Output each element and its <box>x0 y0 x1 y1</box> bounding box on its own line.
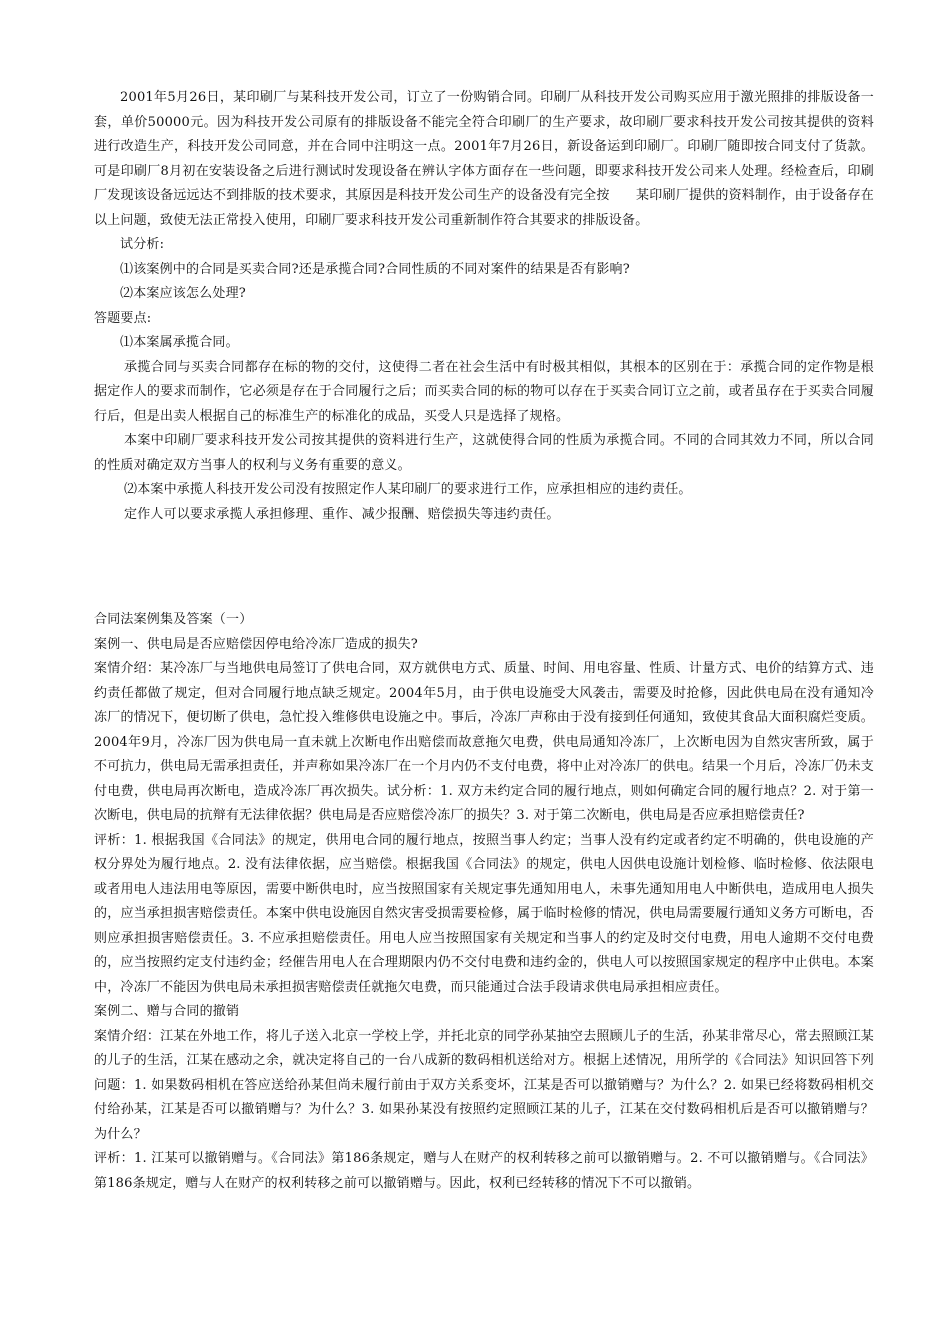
question-2: ⑵本案应该怎么处理? <box>120 286 246 301</box>
answer-1-case: 本案中印刷厂要求科技开发公司按其提供的资料进行生产，这就使得合同的性质为承揽合同。不同的合同其效力不同，所以合同的性质对确定双方当事人的权利与义务有重要的意义。 <box>94 433 874 473</box>
answer-1: ⑴本案属承揽合同。 <box>120 335 239 350</box>
analyze-label: 试分析: <box>120 237 165 252</box>
case-collection-section <box>94 608 874 1196</box>
case-2-title: 案例二、赠与合同的撤销 <box>94 1004 240 1019</box>
case-1-review: 评析：1. 根据我国《合同法》的规定，供用电合同的履行地点，按照当事人约定；当事人没有约定或者约定不明确的，供电设施的产权分界处为履行地点。2. 没有法律依据，应当赔偿。根据我国《合同法》的规定，供电人因供电设施计划检修、临时检修、依法限电或者用电人违法用电等原因，需要中断供电时，应当按照国家有关规定事先通知用电人，未事先通知用电人中断供电，造成用电人损失的，应当承担损害赔偿责任。本案中供电设施因自然灾害受损需要检修，属于临时检修的情况，供电局需要履行通知义务方可断电，否则应承担损害赔偿责任。3. 不应承担赔偿责任。用电人应当按照国家有关规定和当事人的约定及时交付电费，用电人逾期不交付电费的，应当按照约定支付违约金；经催告用电人在合理期限内仍不交付电费和违约金的，供电人可以按照国家规定的程序中止供电。本案中，冷冻厂不能因为供电局未承担损害赔偿责任就拖欠电费，而只能通过合法手段请求供电局承担相应责任。 <box>94 832 874 995</box>
case-2-review: 评析：1. 江某可以撤销赠与。《合同法》第186条规定，赠与人在财产的权利转移之前可以撤销赠与。2. 不可以撤销赠与。《合同法》第186条规定，赠与人在财产的权利转移之前可以撤销赠与。因此，权利已经转移的情况下不可以撤销。 <box>94 1151 874 1191</box>
case-1-title: 案例一、供电局是否应赔偿因停电给冷冻厂造成的损失? <box>94 636 418 652</box>
question-1: ⑴该案例中的合同是买卖合同?还是承揽合同?合同性质的不同对案件的结果是否有影响? <box>120 261 630 277</box>
case-1-intro: 案情介绍：某冷冻厂与当地供电局签订了供电合同，双方就供电方式、质量、时间、用电容量、性质、计量方式、电价的结算方式、违约责任都做了规定，但对合同履行地点缺乏规定。2004年5月，由于供电设施受大风袭击，需要及时抢修，因此供电局在没有通知冷冻厂的情况下，便切断了供电，急忙投入维修供电设施之中。事后，冷冻厂声称由于没有接到任何通知，致使其食品大面积腐烂变质。2004年9月，冷冻厂因为供电局一直未就上次断电作出赔偿而故意拖欠电费，供电局通知冷冻厂，上次断电因为自然灾害所致，属于不可抗力，供电局无需承担责任，并声称如果冷冻厂在一个月内仍不支付电费，将中止对冷冻厂的供电。结果一个月后，冷冻厂仍未支付电费，供电局再次断电，造成冷冻厂再次损失。试分析：1. 双方未约定合同的履行地点，则如何确定合同的履行地点？2. 对于第一次断电，供电局的抗辩有无法律依据？供电局是否应赔偿冷冻厂的损失？3. 对于第二次断电，供电局是否应承担赔偿责任? <box>94 661 874 823</box>
case-2-intro: 案情介绍：江某在外地工作，将儿子送入北京一学校上学，并托北京的同学孙某抽空去照顾儿子的生活，孙某非常尽心，常去照顾江某的儿子的生活，江某在感动之余，就决定将自己的一台八成新的数码相机送给对方。根据上述情况，用所学的《合同法》知识回答下列问题：1. 如果数码相机在答应送给孙某但尚未履行前由于双方关系变坏，江某是否可以撤销赠与？为什么？2. 如果已经将数码相机交付给孙某，江某是否可以撤销赠与？为什么？3. 如果孙某没有按照约定照顾江某的儿子，江某在交付数码相机后是否可以撤销赠与？为什么？ <box>94 1028 874 1142</box>
answer-2: ⑵本案中承揽人科技开发公司没有按照定作人某印刷厂的要求进行工作，应承担相应的违约责任。 <box>124 482 692 497</box>
case-facts-paragraph: 2001年5月26日，某印刷厂与某科技开发公司，订立了一份购销合同。印刷厂从科技开发公司购买应用于激光照排的排版设备一套，单价50000元。因为科技开发公司原有的排版设备不能完全符合印刷厂的生产要求，故印刷厂要求科技开发公司按其提供的资料进行改造生产，科技开发公司同意，并在合同中注明这一点。2001年7月26日，新设备运到印刷厂。印刷厂随即按合同支付了货款。可是印刷厂8月初在安装设备之后进行测试时发现设备在辨认字体方面存在一些问题，即要求科技开发公司来人处理。经检查后，印刷厂发现该设备远远达不到排版的技术要求，其原因是科技开发公司生产的设备没有完全按 某印刷厂提供的资料制作，由于设备存在以上问题，致使无法正常投入使用，印刷厂要求科技开发公司重新制作符合其要求的排版设备。 <box>94 90 874 228</box>
answer-1-detail: 承揽合同与买卖合同都存在标的物的交付，这使得二者在社会生活中有时极其相似，其根本的区别在于：承揽合同的定作物是根据定作人的要求而制作，它必须是存在于合同履行之后；而买卖合同的标的物可以存在于买卖合同订立之前，或者虽存在于买卖合同履行后，但是出卖人根据自己的标准生产的标准化的成品，买受人只是选择了规格。 <box>94 359 874 424</box>
collection-title: 合同法案例集及答案（一） <box>94 612 253 627</box>
case-analysis-section <box>94 86 874 527</box>
answer-2-detail: 定作人可以要求承揽人承担修理、重作、减少报酬、赔偿损失等违约责任。 <box>124 506 560 522</box>
answer-points-label: 答题要点: <box>94 310 152 326</box>
